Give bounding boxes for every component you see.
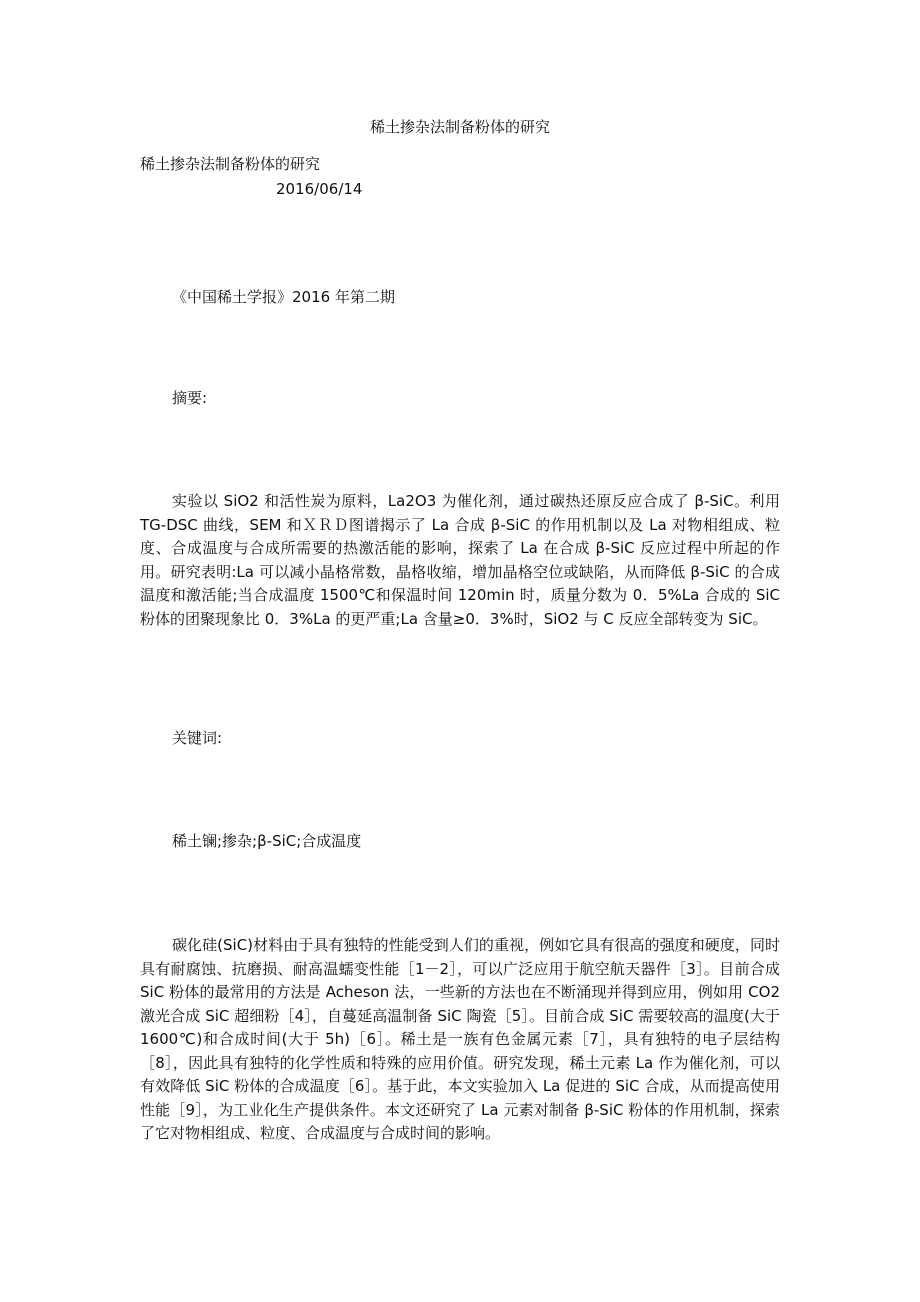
page-title: 稀土掺杂法制备粉体的研究 [369, 118, 550, 136]
abstract-paragraph: 实验以 SiO2 和活性炭为原料，La2O3 为催化剂，通过碳热还原反应合成了 β-SiC。利用 TG-DSC 曲线，SEM 和ＸＲＤ图谱揭示了 La 合成 β-SiC 的作用机制以及 La 对物相组成、粒度、合成温度与合成所需要的热激活能的影响，探索了 La 在合成 β-SiC 反应过程中所起的作用。研究表明:La 可以减小晶格常数，晶格收缩，增加晶格空位或缺陷，从而降低 β-SiC 的合成温度和激活能;当合成温度 1500℃和保温时间 120min 时，质量分数为 0．5%La 合成的 SiC 粉体的团聚现象比 0．3%La 的更严重;La 含量≥0．3%时，SiO2 与 C 反应全部转变为 SiC。 [140, 492, 780, 628]
keywords-text: 稀土镧;掺杂;β-SiC;合成温度 [172, 832, 362, 850]
subtitle: 稀土掺杂法制备粉体的研究 [140, 155, 321, 173]
journal-source: 《中国稀土学报》2016 年第二期 [172, 288, 395, 306]
keywords-label: 关键词: [172, 729, 223, 747]
publish-date: 2016/06/14 [276, 180, 363, 198]
abstract-label: 摘要: [172, 389, 208, 407]
introduction-paragraph: 碳化硅(SiC)材料由于具有独特的性能受到人们的重视，例如它具有很高的强度和硬度，同时具有耐腐蚀、抗磨损、耐高温蠕变性能［1－2］，可以广泛应用于航空航天器件［3］。目前合成 SiC 粉体的最常用的方法是 Acheson 法，一些新的方法也在不断涌现并得到应用，例如用 CO2 激光合成 SiC 超细粉［4］，自蔓延高温制备 SiC 陶瓷［5］。目前合成 SiC 需要较高的温度(大于 1600℃)和合成时间(大于 5h)［6］。稀土是一族有色金属元素［7］，具有独特的电子层结构［8］，因此具有独特的化学性质和特殊的应用价值。研究发现，稀土元素 La 作为催化剂，可以有效降低 SiC 粉体的合成温度［6］。基于此，本文实验加入 La 促进的 SiC 合成，从而提高使用性能［9］，为工业化生产提供条件。本文还研究了 La 元素对制备 β-SiC 粉体的作用机制，探索了它对物相组成、粒度、合成温度与合成时间的影响。 [140, 936, 780, 1142]
